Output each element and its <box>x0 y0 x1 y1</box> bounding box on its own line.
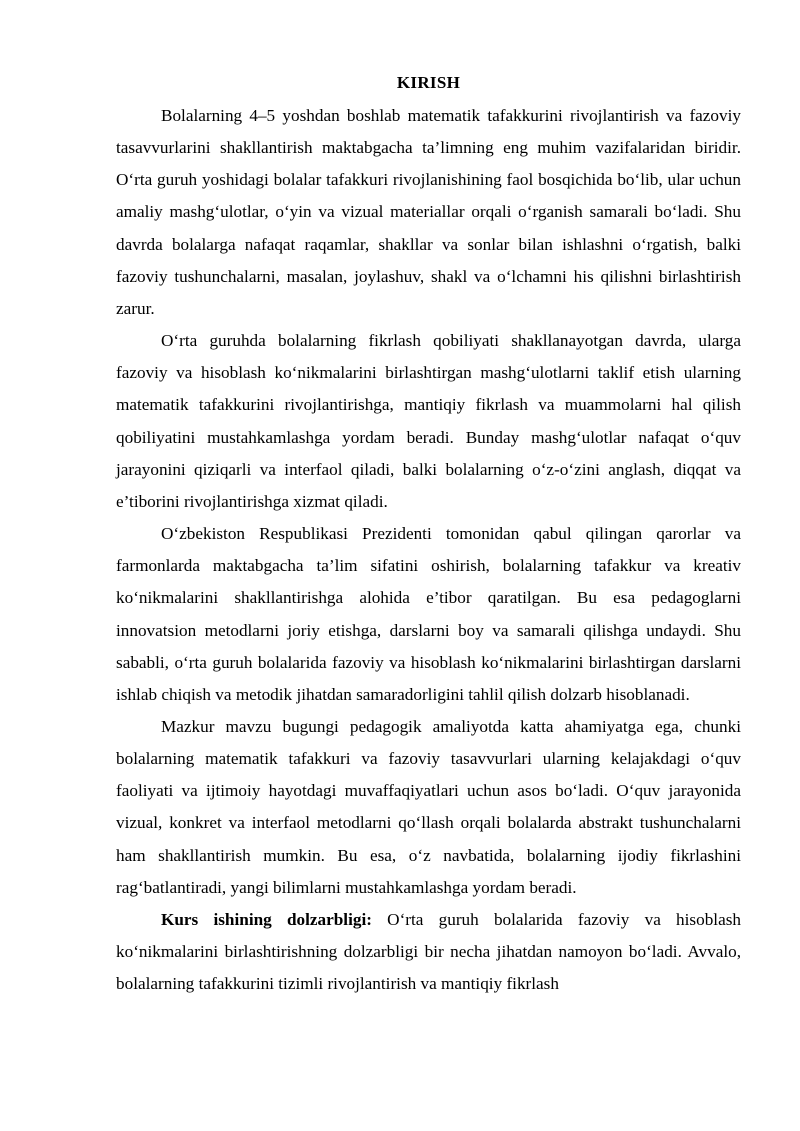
paragraph-3: O‘zbekiston Respublikasi Prezidenti tomonidan qabul qilingan qarorlar va farmonlarda maktabgacha ta’lim sifatini oshirish, bolalarning tafakkur va kreativ ko‘nikmalarini shakllantirishga alohida e’tibor qaratilgan. Bu esa pedagoglarni innovatsion metodlarni joriy etishga, darslarni boy va samarali qilishga undaydi. Shu sababli, o‘rta guruh bolalarida fazoviy va hisoblash ko‘nikmalarini birlashtirgan darslarni ishlab chiqish va metodik jihatdan samaradorligini tahlil qilish dolzarb hisoblanadi. <box>116 524 741 704</box>
relevance-heading: Kurs ishining dolzarbligi: <box>161 909 372 929</box>
section-title: KIRISH <box>396 73 461 92</box>
page-body <box>116 72 741 1000</box>
paragraph-1: Bolalarning 4–5 yoshdan boshlab matematik tafakkurini rivojlantirish va fazoviy tasavvurlarini shakllantirish maktabgacha ta’limning eng muhim vazifalaridan biridir. O‘rta guruh yoshidagi bolalar tafakkuri rivojlanishining faol bosqichida bo‘lib, ular uchun amaliy mashg‘ulotlar, o‘yin va vizual materiallar orqali o‘rganish samarali bo‘ladi. Shu davrda bolalarga nafaqat raqamlar, shakllar va sonlar bilan ishlashni o‘rgatish, balki fazoviy tushunchalarni, masalan, joylashuv, shakl va o‘lchamni his qilishni birlashtirish zarur. <box>116 106 741 318</box>
paragraph-4: Mazkur mavzu bugungi pedagogik amaliyotda katta ahamiyatga ega, chunki bolalarning matematik tafakkuri va fazoviy tasavvurlari ularning kelajakdagi o‘quv faoliyati va ijtimoiy hayotdagi muvaffaqiyatlari uchun asos bo‘ladi. O‘quv jarayonida vizual, konkret va interfaol metodlarni qo‘llash orqali bolalarda abstrakt tushunchalarni ham shakllantirish mumkin. Bu esa, o‘z navbatida, bolalarning ijodiy fikrlashini rag‘batlantiradi, yangi bilimlarni mustahkamlashga yordam beradi. <box>116 716 741 897</box>
paragraph-2: O‘rta guruhda bolalarning fikrlash qobiliyati shakllanayotgan davrda, ularga fazoviy va hisoblash ko‘nikmalarini birlashtirgan mashg‘ulotlarni taklif etish ularning matematik tafakkurini rivojlantirishga, mantiqiy fikrlash va muammolarni hal qilish qobiliyatini mustahkamlashga yordam beradi. Bunday mashg‘ulotlar nafaqat o‘quv jarayonini qiziqarli va interfaol qiladi, balki bolalarning o‘z-o‘zini anglash, diqqat va e’tiborini rivojlantirishga xizmat qiladi. <box>116 331 741 511</box>
paragraph-relevance <box>116 904 741 1000</box>
relevance-text: O‘rta guruh bolalarida fazoviy va hisoblash ko‘nikmalarini birlashtirishning dolzarbligi bir necha jihatdan namoyon bo‘ladi. Avvalo, bolalarning tafakkurini tizimli rivojlantirish va mantiqiy fikrlash <box>116 909 741 994</box>
